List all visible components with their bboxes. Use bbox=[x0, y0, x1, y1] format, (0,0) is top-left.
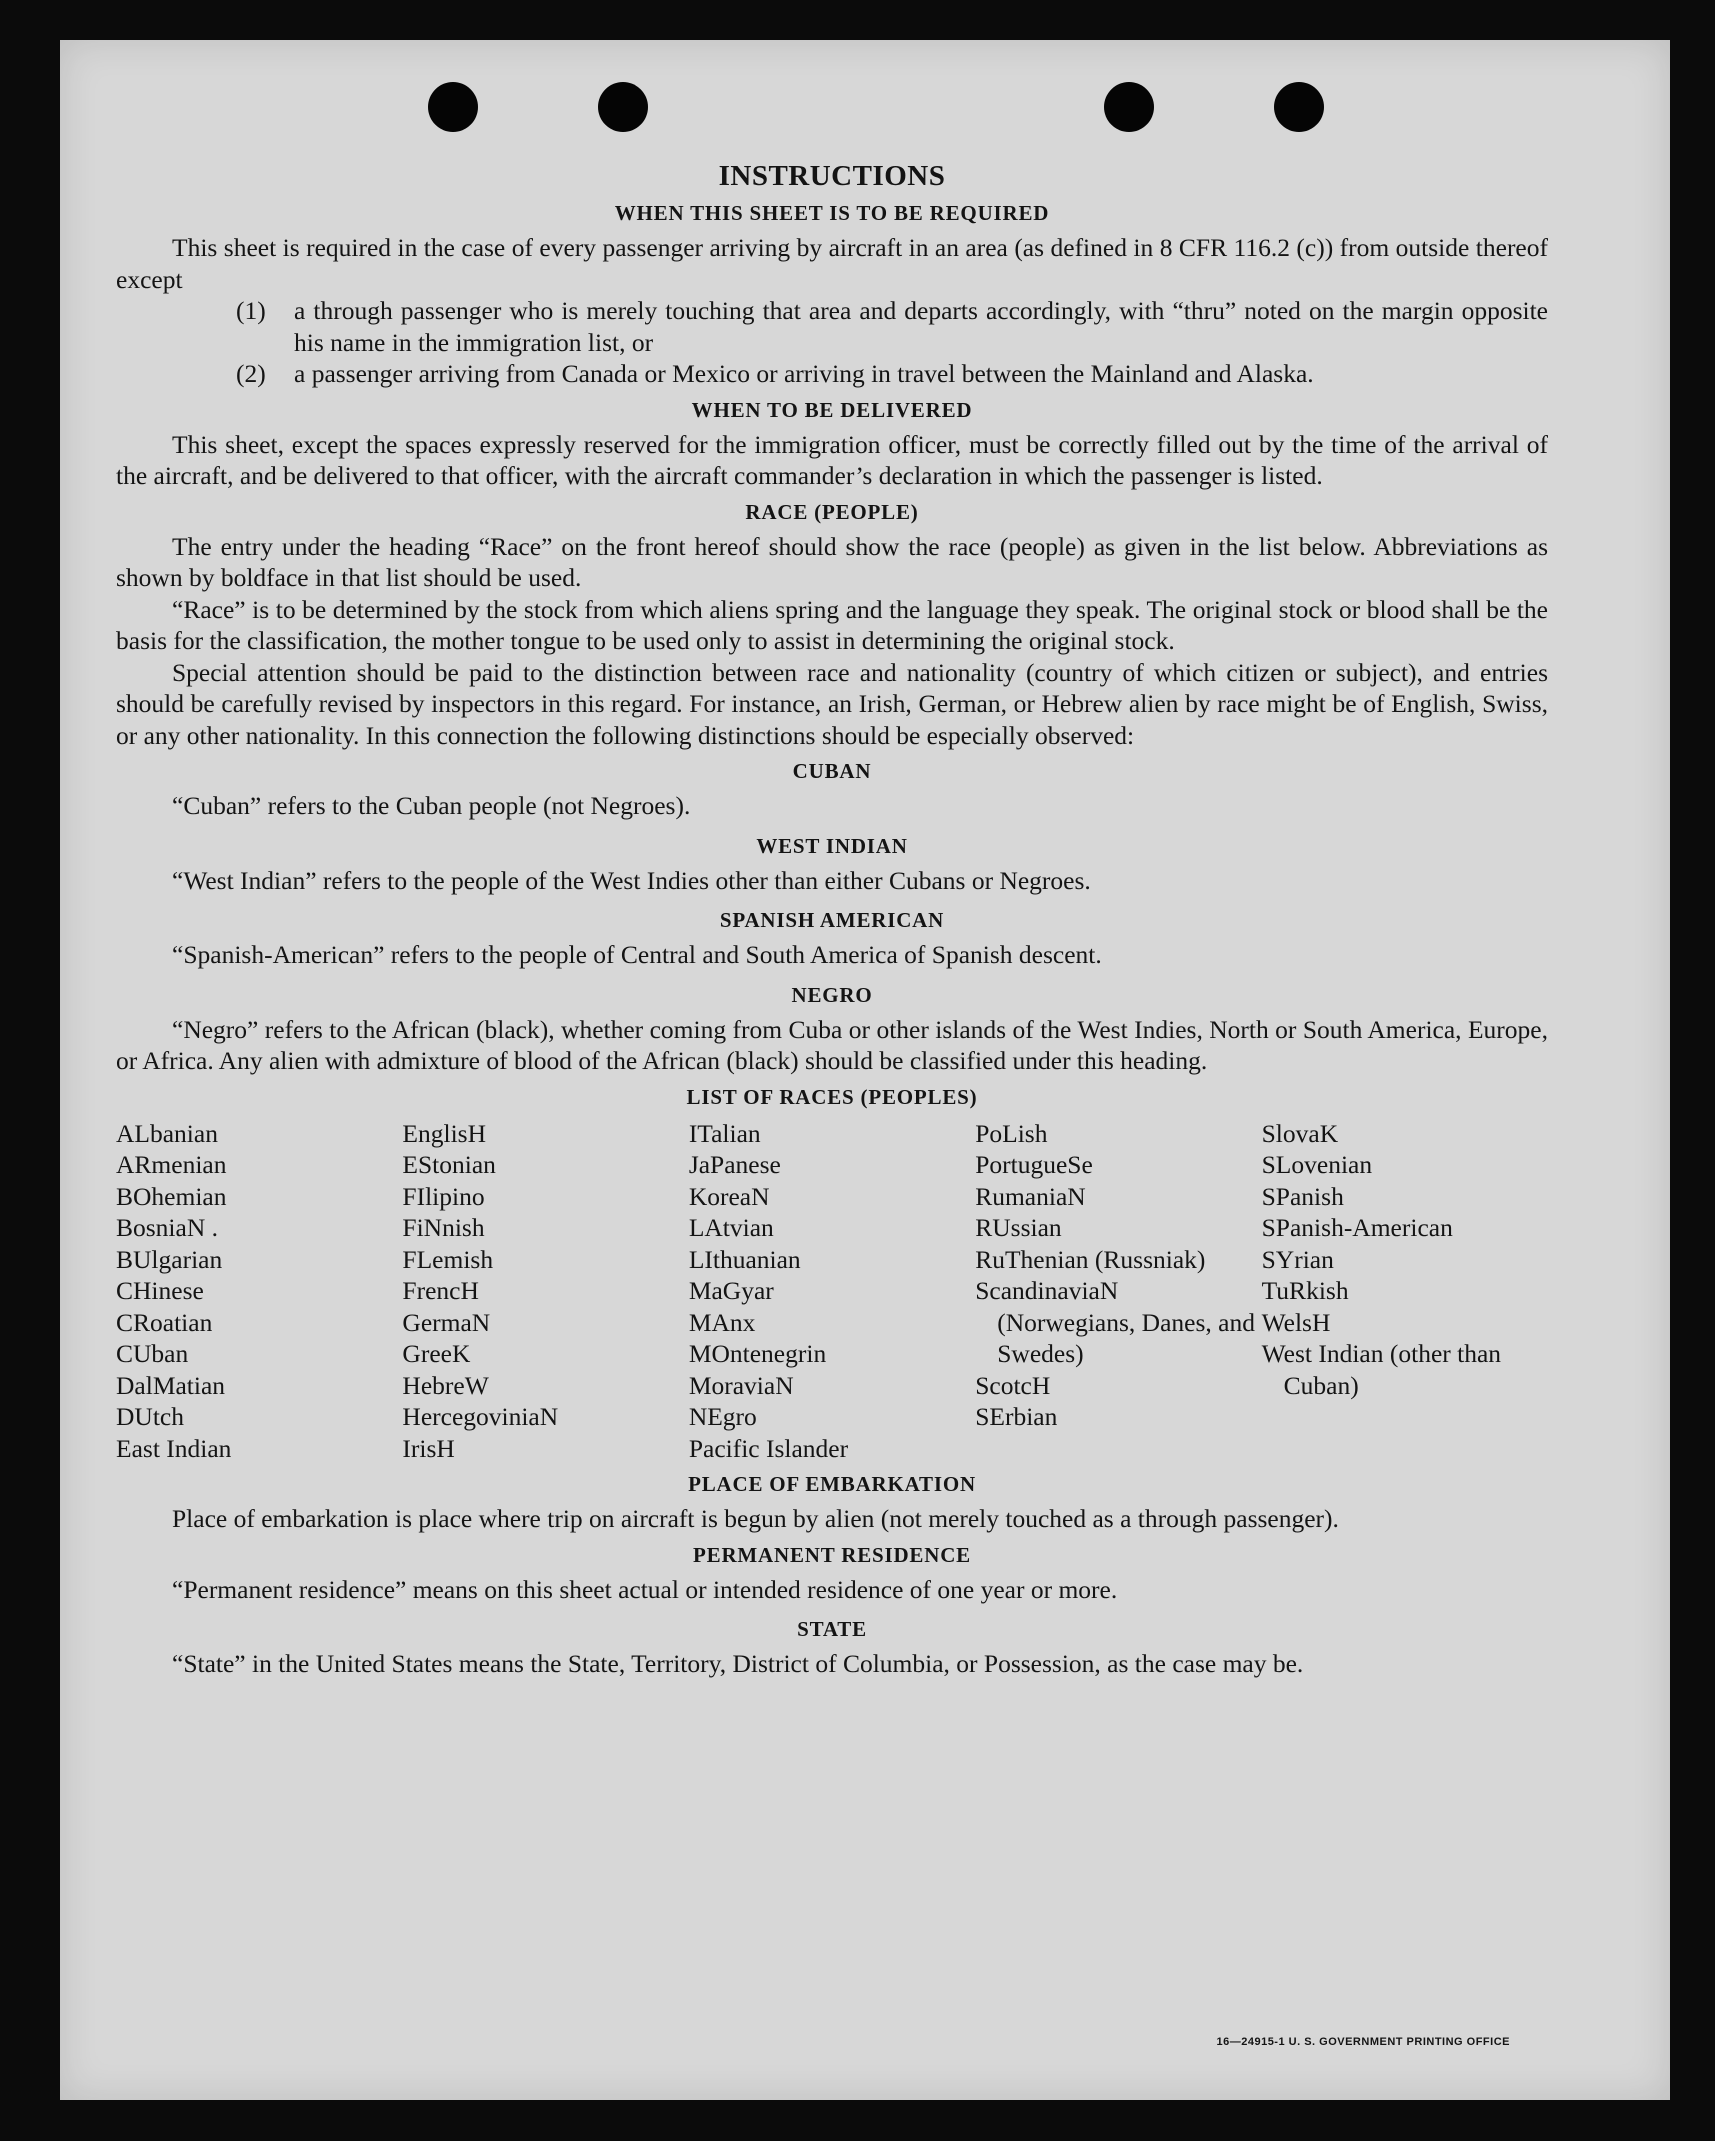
race-entry: ARmenian bbox=[116, 1150, 227, 1179]
page-title: INSTRUCTIONS bbox=[718, 160, 946, 192]
race-entry: HebreW bbox=[402, 1370, 489, 1400]
printer-imprint: 16—24915-1 U. S. GOVERNMENT PRINTING OFFICE bbox=[1216, 2036, 1510, 2048]
race-entry: SlovaK bbox=[1261, 1118, 1339, 1148]
residence-text: “Permanent residence” means on this sheet actual or intended residence of one year or more. bbox=[172, 1574, 1118, 1604]
race-paragraph-2: “Race” is to be determined by the stock from which aliens spring and the language they speak. The original stock or blood shall be the basis for the classification, the mother tongue to be used only to assist in determining the original stock. bbox=[116, 594, 1548, 655]
section-heading-cuban: CUBAN bbox=[792, 759, 872, 783]
delivered-text: This sheet, except the spaces expressly reserved for the immigration officer, must be correctly filled out by the time of the arrival of the aircraft, and be delivered to that officer, with the aircraft commander’s declaration in which the passenger is listed. bbox=[116, 429, 1548, 490]
race-entry: CRoatian bbox=[116, 1307, 213, 1337]
race-entry: TuRkish bbox=[1261, 1276, 1349, 1305]
race-entry: DalMatian bbox=[116, 1370, 226, 1400]
race-entry: JaPanese bbox=[688, 1150, 781, 1179]
race-entry: RuThenian (Russniak) bbox=[975, 1244, 1206, 1274]
exception-number: (2) bbox=[236, 359, 266, 388]
state-text: “State” in the United States means the State, Territory, District of Columbia, or Possession, as the case may be. bbox=[172, 1649, 1304, 1678]
exception-text: a passenger arriving from Canada or Mexico or arriving in travel between the Mainland and Alaska. bbox=[294, 359, 1314, 388]
race-entry: RumaniaN bbox=[975, 1181, 1086, 1211]
section-heading-required: WHEN THIS SHEET IS TO BE REQUIRED bbox=[614, 201, 1050, 225]
cuban-text: “Cuban” refers to the Cuban people (not Negroes). bbox=[172, 791, 691, 820]
spanish-american-text: “Spanish-American” refers to the people of Central and South America of Spanish descent. bbox=[172, 940, 1102, 969]
west-indian-text: “West Indian” refers to the people of the West Indies other than either Cubans or Negroes. bbox=[172, 865, 1091, 895]
race-entry: ALbanian bbox=[116, 1118, 218, 1148]
race-paragraph-1: The entry under the heading “Race” on the front hereof should show the race (people) as given in the list below. Abbreviations as shown by boldface in that list should be used. bbox=[116, 531, 1548, 592]
race-column bbox=[689, 1118, 975, 1465]
race-entry: ScotcH bbox=[975, 1370, 1051, 1400]
race-entry: BosniaN . bbox=[116, 1213, 218, 1242]
exception-item bbox=[116, 358, 1548, 390]
section-heading-residence: PERMANENT RESIDENCE bbox=[693, 1542, 971, 1567]
punch-hole bbox=[428, 82, 478, 132]
race-entry: MAnx bbox=[688, 1307, 756, 1337]
race-entry: MoraviaN bbox=[688, 1370, 794, 1400]
embarkation-text: Place of embarkation is place where trip on aircraft is begun by alien (not merely touched as a through passenger). bbox=[172, 1504, 1339, 1533]
race-list bbox=[116, 1118, 1548, 1465]
race-entry: SPanish bbox=[1261, 1181, 1344, 1211]
section-heading-negro: NEGRO bbox=[791, 982, 873, 1007]
section-heading-race: RACE (PEOPLE) bbox=[745, 499, 919, 524]
race-entry: IrisH bbox=[402, 1433, 455, 1463]
race-entry: FiNnish bbox=[402, 1213, 485, 1242]
section-heading-state: STATE bbox=[797, 1617, 867, 1641]
race-entry: KoreaN bbox=[688, 1181, 770, 1211]
race-column bbox=[1262, 1118, 1548, 1465]
exception-item bbox=[116, 295, 1548, 358]
exception-text: a through passenger who is merely touching that area and departs accordingly, with “thru” noted on the margin opposite his name in the immigration list, or bbox=[294, 296, 1548, 357]
race-entry: SLovenian bbox=[1261, 1150, 1373, 1179]
section-heading-delivered: WHEN TO BE DELIVERED bbox=[691, 397, 973, 422]
punch-hole bbox=[598, 82, 648, 132]
race-entry: PoLish bbox=[975, 1118, 1048, 1148]
exception-number: (1) bbox=[236, 296, 266, 325]
race-entry: BOhemian bbox=[116, 1181, 227, 1211]
race-entry: Pacific Islander bbox=[688, 1433, 849, 1463]
race-entry: GreeK bbox=[402, 1339, 471, 1368]
document-sheet bbox=[60, 40, 1670, 2100]
race-entry: EStonian bbox=[402, 1150, 496, 1179]
race-entry: GermaN bbox=[402, 1307, 491, 1337]
race-entry: LIthuanian bbox=[688, 1244, 801, 1274]
race-column bbox=[975, 1118, 1261, 1465]
race-entry: NEgro bbox=[688, 1402, 757, 1431]
race-entry: East Indian bbox=[116, 1433, 232, 1463]
section-heading-spanish-american: SPANISH AMERICAN bbox=[719, 908, 945, 932]
race-paragraph-3: Special attention should be paid to the distinction between race and nationality (country of which citizen or subject), and entries should be carefully revised by inspectors in this regard. For instance, an Irish, German, or Hebrew alien by race might be of English, Swiss, or any other nationality. In this connection the following distinctions should be especially observed: bbox=[116, 657, 1548, 750]
race-column bbox=[402, 1118, 688, 1465]
race-entry: SPanish-American bbox=[1261, 1213, 1453, 1242]
race-column bbox=[116, 1118, 402, 1465]
race-entry: ScandinaviaN (Norwegians, Danes, and Swedes) bbox=[975, 1276, 1255, 1368]
race-entry: WelsH bbox=[1261, 1307, 1331, 1337]
race-entry: FIlipino bbox=[402, 1181, 485, 1211]
race-entry: ITalian bbox=[688, 1118, 761, 1148]
race-entry: FLemish bbox=[402, 1244, 494, 1274]
instructions-content bbox=[116, 160, 1548, 1680]
race-entry: SErbian bbox=[975, 1402, 1058, 1431]
race-entry: DUtch bbox=[116, 1402, 184, 1431]
race-entry: HercegoviniaN bbox=[402, 1402, 559, 1431]
section-heading-west-indian: WEST INDIAN bbox=[756, 833, 908, 858]
negro-text: “Negro” refers to the African (black), whether coming from Cuba or other islands of the West Indies, North or South America, Europe, or Africa. Any alien with admixture of blood of the African (black) should be classified under this heading. bbox=[116, 1014, 1548, 1075]
race-entry: PortugueSe bbox=[975, 1150, 1093, 1179]
race-entry: CHinese bbox=[116, 1276, 204, 1305]
race-entry: CUban bbox=[116, 1339, 189, 1368]
race-entry: SYrian bbox=[1261, 1244, 1334, 1274]
section-heading-list: LIST OF RACES (PEOPLES) bbox=[686, 1084, 978, 1109]
required-intro: This sheet is required in the case of every passenger arriving by aircraft in an area (as defined in 8 CFR 116.2 (c)) from outside thereof except bbox=[116, 233, 1548, 294]
race-entry: EnglisH bbox=[402, 1118, 486, 1148]
race-entry: BUlgarian bbox=[116, 1244, 223, 1274]
race-entry: MOntenegrin bbox=[688, 1339, 827, 1368]
section-heading-embarkation: PLACE OF EMBARKATION bbox=[688, 1472, 976, 1496]
race-entry: LAtvian bbox=[688, 1213, 774, 1242]
race-entry: MaGyar bbox=[688, 1276, 774, 1305]
race-entry: West Indian (other than Cuban) bbox=[1261, 1339, 1502, 1400]
punch-hole bbox=[1104, 82, 1154, 132]
punch-hole bbox=[1274, 82, 1324, 132]
race-entry: RUssian bbox=[975, 1213, 1062, 1242]
race-entry: FrencH bbox=[402, 1276, 479, 1305]
